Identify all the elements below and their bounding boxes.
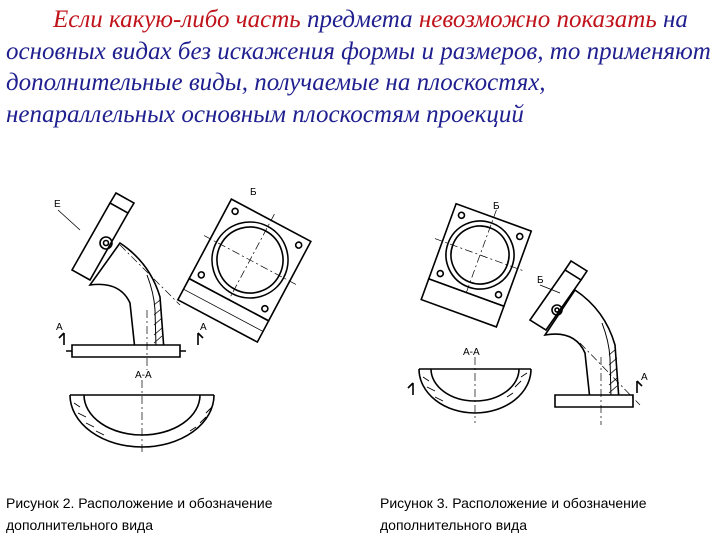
label-view-e: Е — [54, 199, 61, 210]
label-section: А-А — [135, 370, 152, 381]
paragraph-segment-3: невозможно показать — [418, 6, 657, 33]
caption-figure-2-line-2: дополнительного вида — [6, 517, 153, 533]
caption-figure-3 — [380, 492, 715, 536]
main-paragraph — [6, 4, 718, 130]
label-view-b-2: Б — [537, 275, 544, 286]
paragraph-segment-1: Если какую-либо часть — [53, 6, 307, 33]
label-arrow-right: А — [200, 322, 207, 333]
label-view-b-top: Б — [493, 201, 500, 212]
figure-2-drawing — [50, 185, 355, 455]
elbow-base — [72, 345, 180, 357]
paragraph-segment-4: на основных видах без искажения формы и размеров, то применяют дополнительные виды, получаемые на плоскостях, непараллельных основным плоскостям проекций — [6, 6, 718, 128]
label-section-2: А-А — [463, 347, 480, 358]
elbow-base-2 — [555, 395, 633, 407]
caption-figure-2-line-1: Рисунок 2. Расположение и обозначение — [6, 495, 273, 511]
caption-figure-3-line-2: дополнительного вида — [380, 517, 527, 533]
label-arrow-right-2: А — [641, 372, 648, 383]
caption-figure-2 — [6, 492, 351, 536]
figure-3-drawing — [405, 195, 685, 445]
paragraph-segment-2: предмета — [306, 6, 419, 33]
label-arrow-left: А — [56, 322, 63, 333]
caption-figure-3-line-1: Рисунок 3. Расположение и обозначение — [380, 495, 647, 511]
label-view-b: Б — [250, 187, 257, 198]
